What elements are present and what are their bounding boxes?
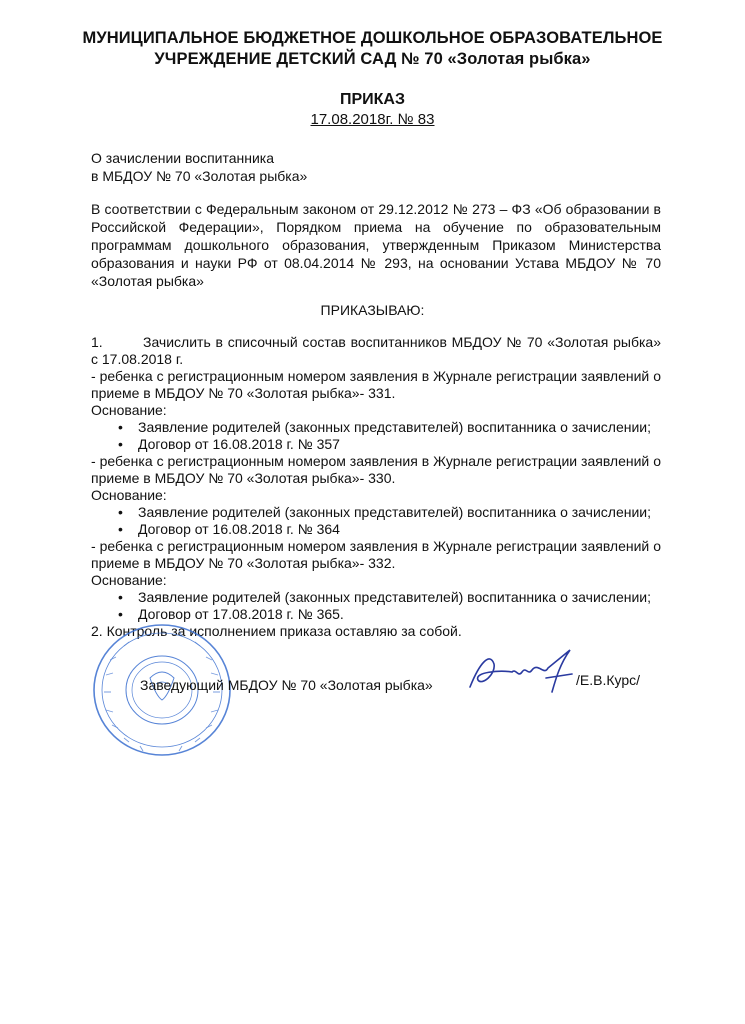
basis-item: • Заявление родителей (законных представителей) воспитанника о зачислении; [91,504,661,521]
preamble-paragraph: В соответствии с Федеральным законом от 29.12.2012 № 273 – ФЗ «Об образовании в Российской Федерации», Порядком приема на обучение по образовательным программам дошкольного образования, утвержденным Приказом Министерства образования и науки РФ от 08.04.2014 № 293, на основании Устава МБДОУ № 70 «Золотая рыбка» [91,201,661,289]
subject-line-1: О зачислении воспитанника [91,150,275,166]
item-1-text: Зачислить в списочный состав воспитанников МБДОУ № 70 «Золотая рыбка» с 17.08.2018 г. [91,334,661,367]
basis-label: Основание: [91,572,167,588]
order-title: ПРИКАЗ [339,91,405,108]
child-intro: - ребенка с регистрационным номером заявления в Журнале регистрации заявлений о приеме в МБДОУ № 70 «Золотая рыбка»- 330. [91,453,661,486]
order-subject [91,149,307,185]
basis-item: • Заявление родителей (законных представителей) воспитанника о зачислении; [91,419,661,436]
signatory-name: /Е.В.Курс/ [576,672,641,688]
order-body [91,334,661,640]
basis-item: • Договор от 16.08.2018 г. № 364 [91,521,661,538]
basis-label: Основание: [91,402,167,418]
basis-list [91,589,661,623]
item-1-number: 1. [91,334,103,350]
handwritten-signature-icon [460,642,590,702]
organization-header [0,28,745,70]
child-intro: - ребенка с регистрационным номером заявления в Журнале регистрации заявлений о приеме в МБДОУ № 70 «Золотая рыбка»- 331. [91,368,661,401]
basis-item: • Договор от 16.08.2018 г. № 357 [91,436,661,453]
basis-label: Основание: [91,487,167,503]
decree-heading: ПРИКАЗЫВАЮ: [320,302,425,318]
subject-line-2: в МБДОУ № 70 «Золотая рыбка» [91,168,308,184]
basis-list [91,504,661,538]
child-intro: - ребенка с регистрационным номером заявления в Журнале регистрации заявлений о приеме в МБДОУ № 70 «Золотая рыбка»- 332. [91,538,661,571]
basis-list [91,419,661,453]
org-line-2: УЧРЕЖДЕНИЕ ДЕТСКИЙ САД № 70 «Золотая рыбка» [154,50,591,68]
item-1 [91,334,661,368]
basis-item: • Заявление родителей (законных представителей) воспитанника о зачислении; [91,589,661,606]
signatory-position: Заведующий МБДОУ № 70 «Золотая рыбка» [140,677,433,693]
item-2: 2. Контроль за исполнением приказа оставляю за собой. [91,623,462,639]
order-date-number: 17.08.2018г. № 83 [310,111,435,128]
org-line-1: МУНИЦИПАЛЬНОЕ БЮДЖЕТНОЕ ДОШКОЛЬНОЕ ОБРАЗОВАТЕЛЬНОЕ [82,29,663,47]
basis-item: • Договор от 17.08.2018 г. № 365. [91,606,661,623]
